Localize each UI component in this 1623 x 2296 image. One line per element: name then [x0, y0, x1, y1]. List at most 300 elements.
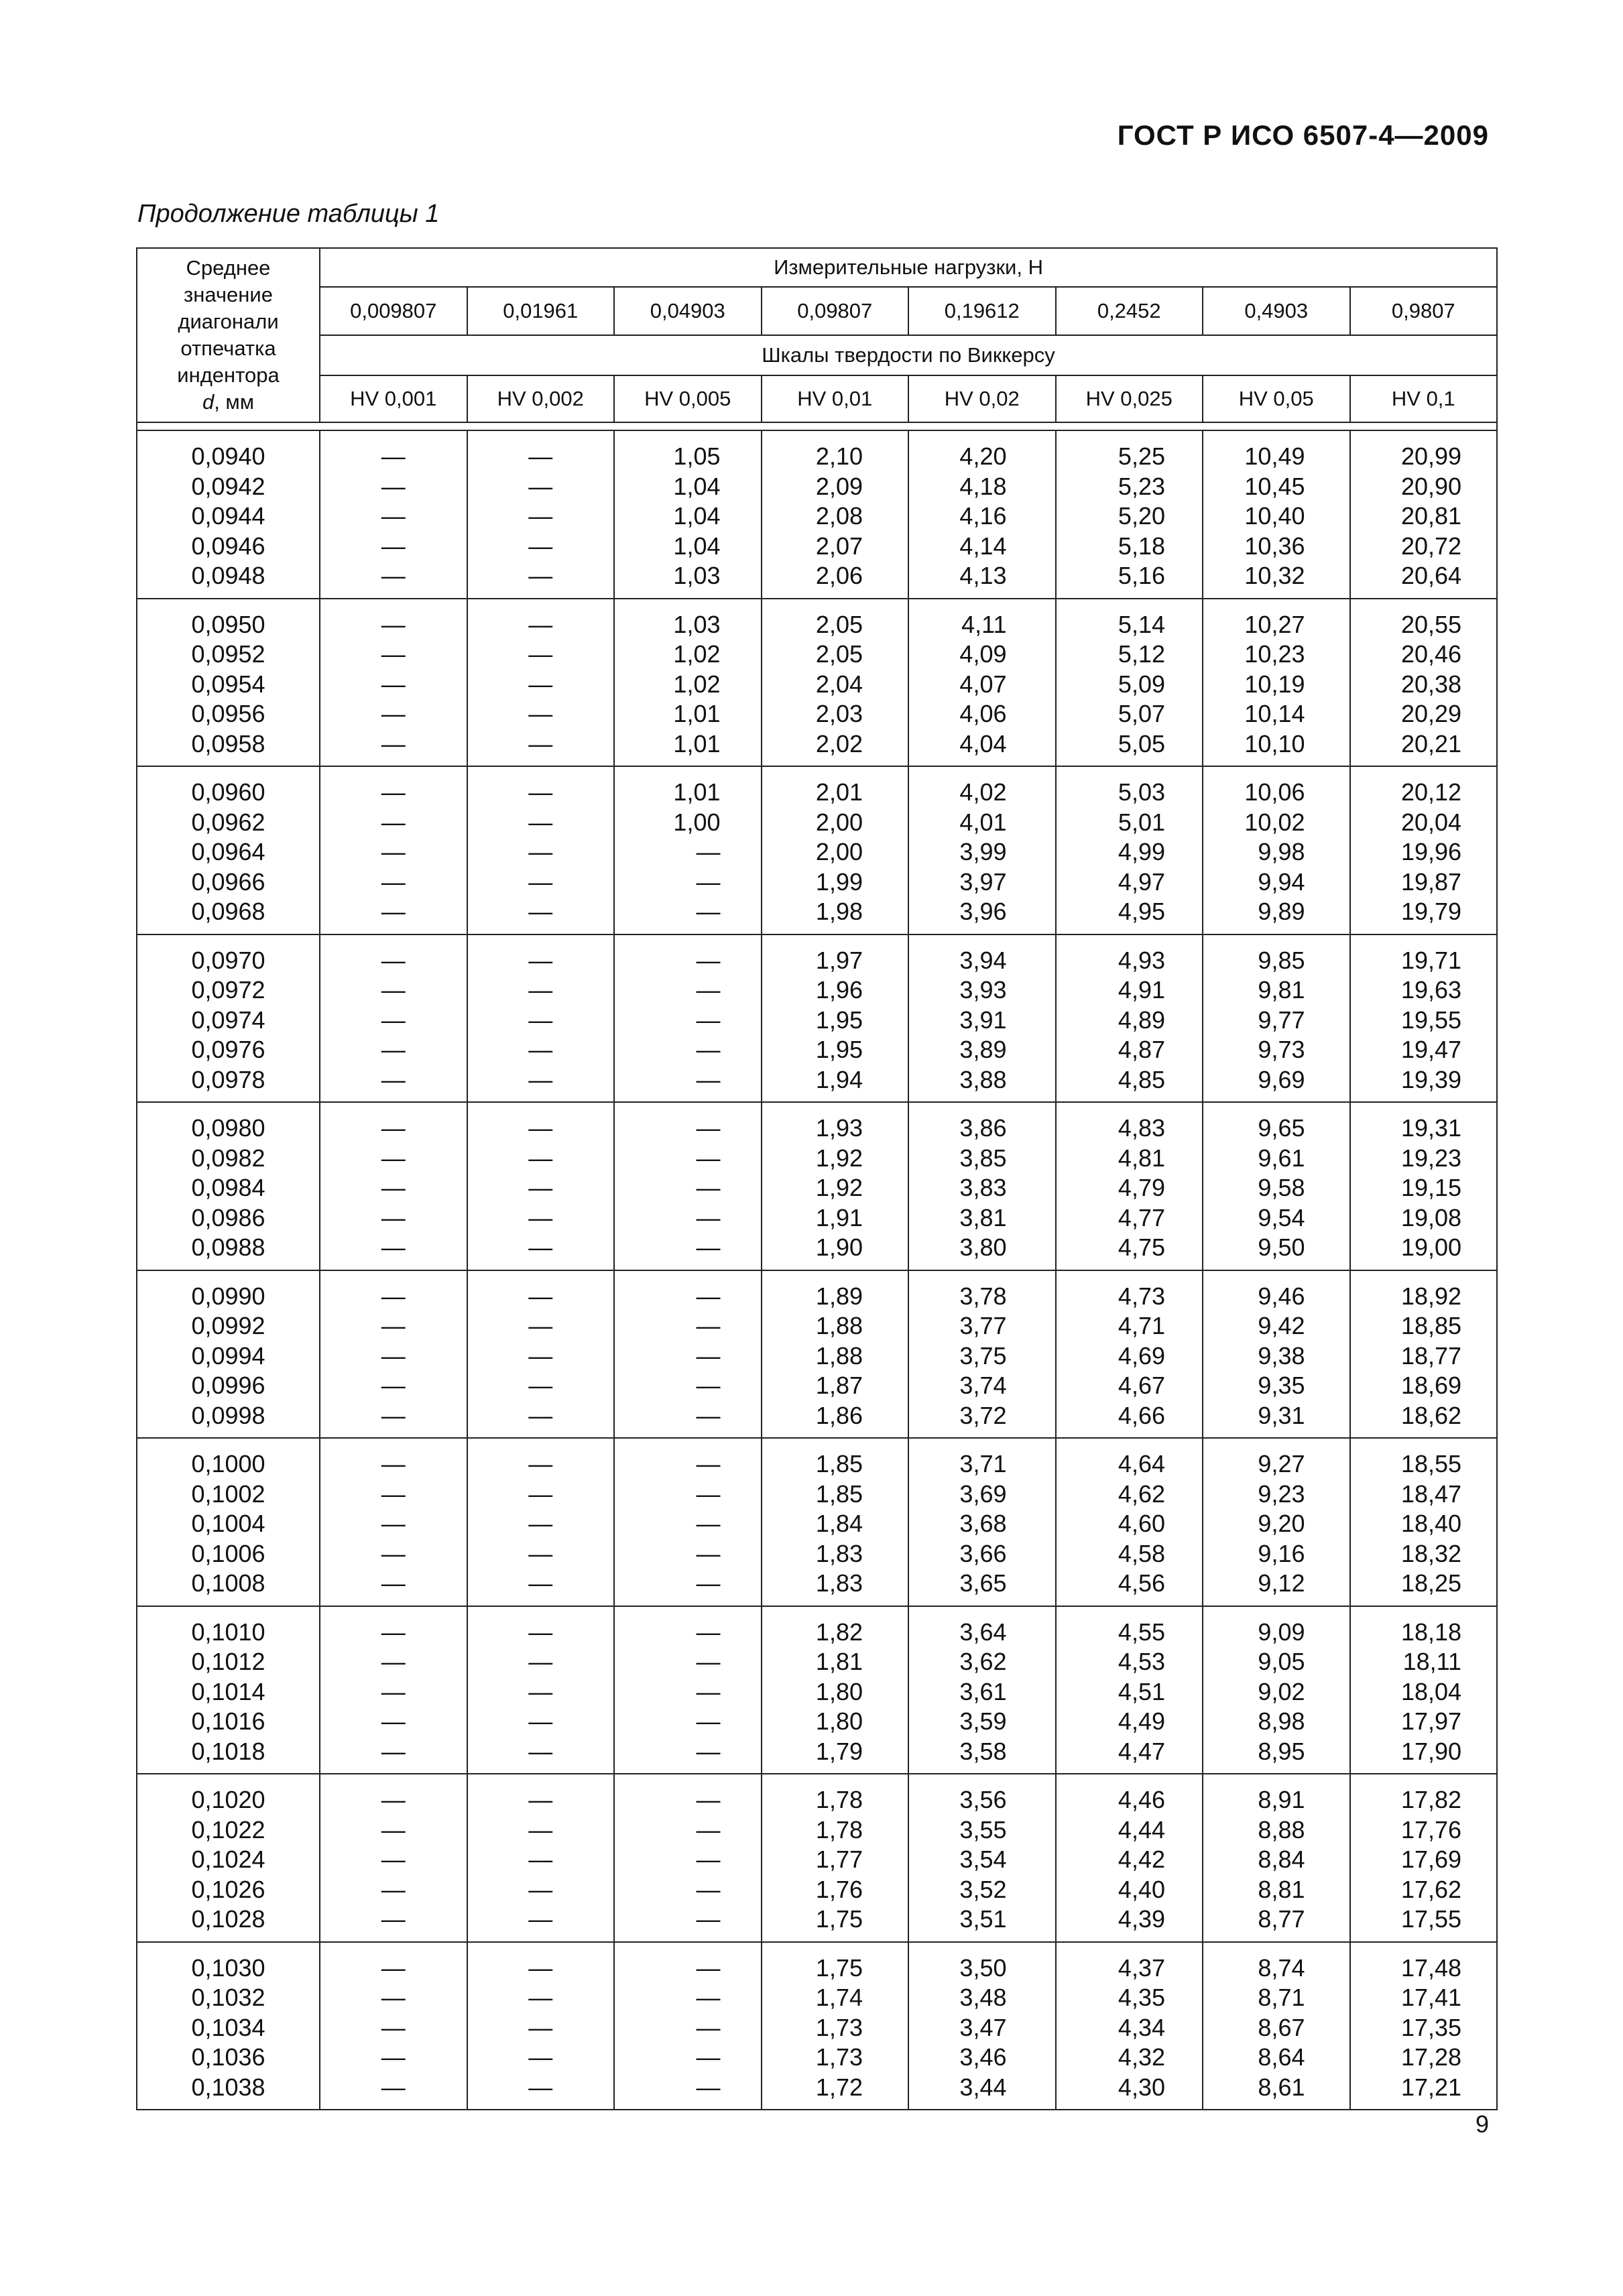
hardness-value: 20,55 [1400, 610, 1462, 638]
hardness-cell [614, 1438, 762, 1606]
hardness-value: — [696, 1707, 721, 1735]
table-header [137, 248, 1497, 430]
hardness-value: — [381, 2073, 406, 2101]
hardness-value: 4,71 [1118, 1312, 1165, 1339]
hardness-value: 8,74 [1258, 1953, 1305, 1982]
hardness-value: 9,54 [1258, 1203, 1305, 1231]
hardness-value: 4,91 [1118, 976, 1165, 1004]
hardness-value: 3,97 [959, 867, 1007, 896]
hardness-cell [908, 1606, 1056, 1774]
hardness-value: — [696, 1401, 721, 1429]
hardness-cell [908, 1270, 1056, 1439]
hardness-value: 8,81 [1258, 1875, 1305, 1903]
hardness-value: 19,63 [1400, 976, 1462, 1004]
hardness-value: — [528, 1539, 553, 1567]
hardness-value: 5,05 [1118, 729, 1165, 758]
hardness-value: — [528, 1569, 553, 1597]
hardness-value: — [696, 838, 721, 865]
hardness-value: 9,46 [1258, 1282, 1305, 1310]
diagonal-value: 0,1010 [191, 1618, 265, 1646]
hardness-value: — [696, 1737, 721, 1765]
hardness-value: 9,98 [1258, 838, 1305, 865]
diagonal-cell [137, 766, 320, 934]
hardness-cell [762, 1774, 909, 1942]
diagonal-value: 0,1004 [191, 1510, 265, 1537]
hardness-value: 5,14 [1118, 610, 1165, 638]
hardness-value: 3,47 [959, 2013, 1007, 2041]
hardness-value: — [696, 2043, 721, 2071]
hardness-cell [320, 1102, 467, 1270]
hardness-value: — [528, 2043, 553, 2071]
hardness-value: — [696, 1953, 721, 1982]
hardness-value: 9,27 [1258, 1450, 1305, 1477]
row-group [137, 430, 1497, 599]
hardness-value: — [696, 946, 721, 974]
diagonal-value: 0,1016 [191, 1707, 265, 1735]
hardness-value: — [381, 1233, 406, 1261]
hardness-value: 9,94 [1258, 867, 1305, 896]
hardness-value: 19,31 [1400, 1114, 1462, 1142]
table-row-group [137, 1102, 1497, 1270]
diagonal-value: 0,1032 [191, 1984, 265, 2011]
hardness-value: 4,58 [1118, 1539, 1165, 1567]
hardness-value: — [528, 670, 553, 698]
hardness-value: — [381, 808, 406, 836]
hardness-value: — [696, 1618, 721, 1646]
hardness-value: — [696, 1144, 721, 1172]
scale-header: HV 0,002 [467, 375, 615, 422]
hardness-value: 3,64 [959, 1618, 1007, 1646]
diagonal-value: 0,0984 [191, 1174, 265, 1201]
hardness-value: 4,99 [1118, 838, 1165, 865]
diagonal-value: 0,1028 [191, 1905, 265, 1933]
hardness-value: 3,46 [959, 2043, 1007, 2071]
diagonal-value: 0,0940 [191, 442, 265, 470]
hardness-value: 1,04 [673, 472, 721, 500]
hardness-value: 1,72 [815, 2073, 863, 2101]
hardness-value: 19,71 [1400, 946, 1462, 974]
hardness-cell [1350, 934, 1498, 1103]
hardness-value: 19,87 [1400, 867, 1462, 896]
row-group [137, 1102, 1497, 1270]
hardness-value: 3,68 [959, 1510, 1007, 1537]
diagonal-value: 0,0970 [191, 946, 265, 974]
hardness-value: 3,85 [959, 1144, 1007, 1172]
hardness-value: 2,05 [815, 610, 863, 638]
hardness-cell [467, 766, 615, 934]
hardness-value: — [381, 1984, 406, 2011]
row-group [137, 766, 1497, 934]
hardness-value: — [528, 1372, 553, 1399]
hardness-value: 1,99 [815, 867, 863, 896]
hardness-value: — [528, 1737, 553, 1765]
hardness-value: — [528, 472, 553, 500]
diagonal-value: 0,0986 [191, 1203, 265, 1231]
hardness-value: 1,92 [815, 1174, 863, 1201]
hardness-value: 9,35 [1258, 1372, 1305, 1399]
hardness-value: 17,21 [1400, 2073, 1462, 2101]
hardness-value: 2,01 [815, 778, 863, 806]
load-header: 0,4903 [1203, 287, 1350, 335]
hardness-value: — [528, 1479, 553, 1508]
table-row-group [137, 1270, 1497, 1439]
hardness-cell [320, 599, 467, 767]
hardness-cell [467, 1606, 615, 1774]
hardness-value: — [381, 1341, 406, 1370]
hardness-cell [320, 1774, 467, 1942]
hardness-value: 18,32 [1400, 1539, 1462, 1567]
hardness-value: 4,93 [1118, 946, 1165, 974]
hardness-value: 4,69 [1118, 1341, 1165, 1370]
hardness-value: — [381, 1618, 406, 1646]
hardness-cell [1056, 934, 1203, 1103]
hardness-value: — [381, 898, 406, 925]
hardness-value: 17,35 [1400, 2013, 1462, 2041]
hardness-value: 3,58 [959, 1737, 1007, 1765]
hardness-value: 1,02 [673, 670, 721, 698]
hardness-value: 4,37 [1118, 1953, 1165, 1982]
hardness-value: 3,66 [959, 1539, 1007, 1567]
hardness-value: 8,71 [1258, 1984, 1305, 2011]
hardness-value: 1,86 [815, 1401, 863, 1429]
hardness-value: 1,87 [815, 1372, 863, 1399]
hardness-value: 1,80 [815, 1677, 863, 1705]
hardness-value: 1,76 [815, 1875, 863, 1903]
hardness-value: — [381, 838, 406, 865]
hardness-cell [1056, 1942, 1203, 2110]
hardness-value: — [381, 1006, 406, 1034]
page-number: 9 [1475, 2110, 1489, 2138]
hardness-cell [614, 1606, 762, 1774]
hardness-value: — [381, 1203, 406, 1231]
hardness-value: — [528, 946, 553, 974]
hardness-value: — [528, 442, 553, 470]
row-group [137, 1606, 1497, 1774]
hardness-value: 18,25 [1400, 1569, 1462, 1597]
hardness-value: — [381, 1312, 406, 1339]
diagonal-value: 0,0950 [191, 610, 265, 638]
hardness-value: 10,32 [1244, 562, 1305, 589]
hardness-value: 17,97 [1400, 1707, 1462, 1735]
scale-header: HV 0,05 [1203, 375, 1350, 422]
hardness-value: 3,83 [959, 1174, 1007, 1201]
hardness-value: 4,06 [959, 700, 1007, 727]
hardness-value: 3,81 [959, 1203, 1007, 1231]
hardness-value: 20,81 [1400, 502, 1462, 530]
hardness-cell [1056, 1438, 1203, 1606]
hardness-value: 1,01 [673, 729, 721, 758]
hardness-value: — [528, 1341, 553, 1370]
hardness-value: 4,07 [959, 670, 1007, 698]
hardness-value: 1,04 [673, 532, 721, 560]
diagonal-value: 0,0942 [191, 472, 265, 500]
hardness-value: — [528, 1815, 553, 1844]
diagonal-cell [137, 1606, 320, 1774]
hardness-value: — [696, 1815, 721, 1844]
hardness-value: 17,90 [1400, 1737, 1462, 1765]
hardness-value: 2,00 [815, 838, 863, 865]
hardness-cell [1350, 1774, 1498, 1942]
hardness-value: — [528, 1006, 553, 1034]
hardness-value: 8,61 [1258, 2073, 1305, 2101]
hardness-cell [1056, 430, 1203, 599]
hardness-value: 10,06 [1244, 778, 1305, 806]
hardness-value: 1,83 [815, 1569, 863, 1597]
hardness-value: 19,08 [1400, 1203, 1462, 1231]
hardness-value: 8,67 [1258, 2013, 1305, 2041]
hardness-value: 4,18 [959, 472, 1007, 500]
hardness-value: 4,01 [959, 808, 1007, 836]
hardness-value: 1,92 [815, 1144, 863, 1172]
hardness-value: 4,89 [1118, 1006, 1165, 1034]
hardness-value: 19,96 [1400, 838, 1462, 865]
hardness-value: — [528, 1401, 553, 1429]
hardness-value: 1,78 [815, 1815, 863, 1844]
table-row-group [137, 934, 1497, 1103]
hardness-value: — [696, 1006, 721, 1034]
hardness-value: — [381, 867, 406, 896]
hardness-value: 8,64 [1258, 2043, 1305, 2071]
hardness-value: — [696, 1312, 721, 1339]
hardness-value: 19,00 [1400, 1233, 1462, 1261]
hardness-value: — [381, 1510, 406, 1537]
hardness-value: 3,96 [959, 898, 1007, 925]
diagonal-value: 0,0980 [191, 1114, 265, 1142]
hardness-cell [1203, 1102, 1350, 1270]
hardness-value: 9,09 [1258, 1618, 1305, 1646]
hardness-value: — [381, 1401, 406, 1429]
hardness-value: — [528, 1114, 553, 1142]
hardness-value: — [696, 1786, 721, 1813]
hardness-value: 4,16 [959, 502, 1007, 530]
load-header: 0,009807 [320, 287, 467, 335]
hardness-value: 9,77 [1258, 1006, 1305, 1034]
hardness-value: 3,59 [959, 1707, 1007, 1735]
hardness-value: — [528, 532, 553, 560]
hardness-value: 4,87 [1118, 1036, 1165, 1063]
hardness-value: — [528, 1233, 553, 1261]
hardness-value: 17,41 [1400, 1984, 1462, 2011]
hardness-value: 10,27 [1244, 610, 1305, 638]
diagonal-value: 0,0948 [191, 562, 265, 589]
hardness-cell [762, 1438, 909, 1606]
hardness-cell [614, 430, 762, 599]
hardness-cell [320, 934, 467, 1103]
diagonal-value: 0,0954 [191, 670, 265, 698]
hardness-value: 4,64 [1118, 1450, 1165, 1477]
hardness-value: 3,86 [959, 1114, 1007, 1142]
hardness-value: — [528, 1953, 553, 1982]
hardness-value: 5,25 [1118, 442, 1165, 470]
hardness-value: 3,78 [959, 1282, 1007, 1310]
diagonal-value: 0,0990 [191, 1282, 265, 1310]
hardness-cell [1350, 766, 1498, 934]
hardness-cell [1203, 1606, 1350, 1774]
diagonal-column-header [137, 248, 320, 422]
hardness-value: — [696, 1846, 721, 1873]
hardness-value: — [381, 700, 406, 727]
diagonal-value: 0,1002 [191, 1479, 265, 1508]
scale-header: HV 0,01 [762, 375, 909, 422]
hardness-value: 4,34 [1118, 2013, 1165, 2041]
hardness-value: 1,01 [673, 778, 721, 806]
hardness-value: 20,46 [1400, 640, 1462, 668]
hardness-value: — [528, 1648, 553, 1675]
hardness-value: 9,65 [1258, 1114, 1305, 1142]
hardness-value: 1,82 [815, 1618, 863, 1646]
hardness-value: — [528, 1707, 553, 1735]
hardness-cell [467, 599, 615, 767]
hardness-value: 4,13 [959, 562, 1007, 589]
hardness-cell [1350, 430, 1498, 599]
diagonal-cell [137, 1102, 320, 1270]
hardness-cell [320, 1606, 467, 1774]
hardness-cell [1350, 1270, 1498, 1439]
hardness-value: 3,51 [959, 1905, 1007, 1933]
hardness-cell [762, 934, 909, 1103]
diagonal-value: 0,0996 [191, 1372, 265, 1399]
hardness-value: 5,07 [1118, 700, 1165, 727]
hardness-value: — [696, 1648, 721, 1675]
hardness-value: 20,21 [1400, 729, 1462, 758]
hardness-cell [1056, 599, 1203, 767]
hardness-value: 17,76 [1400, 1815, 1462, 1844]
hardness-value: — [528, 867, 553, 896]
hardness-cell [614, 766, 762, 934]
hardness-value: 9,02 [1258, 1677, 1305, 1705]
table-row-group [137, 766, 1497, 934]
hardness-value: — [528, 1510, 553, 1537]
hardness-value: — [528, 1786, 553, 1813]
diagonal-value: 0,0958 [191, 729, 265, 758]
diagonal-value: 0,0982 [191, 1144, 265, 1172]
hardness-cell [908, 1774, 1056, 1942]
hardness-value: — [696, 1233, 721, 1261]
hardness-value: 5,12 [1118, 640, 1165, 668]
hardness-value: 4,11 [961, 610, 1007, 638]
hardness-value: — [696, 1203, 721, 1231]
hardness-value: 18,18 [1400, 1618, 1462, 1646]
hardness-value: 8,91 [1258, 1786, 1305, 1813]
hardness-value: 2,05 [815, 640, 863, 668]
hardness-value: — [528, 1846, 553, 1873]
hardness-value: 9,85 [1258, 946, 1305, 974]
hardness-value: — [696, 1510, 721, 1537]
hardness-value: — [381, 1875, 406, 1903]
hardness-cell [320, 1270, 467, 1439]
diagonal-value: 0,1000 [191, 1450, 265, 1477]
hardness-value: 20,90 [1400, 472, 1462, 500]
diagonal-cell [137, 430, 320, 599]
hardness-value: 3,89 [959, 1036, 1007, 1063]
table-row-group [137, 1942, 1497, 2110]
hardness-value: 3,44 [959, 2073, 1007, 2101]
hardness-value: 3,77 [959, 1312, 1007, 1339]
hardness-value: 1,01 [673, 700, 721, 727]
hardness-value: 4,73 [1118, 1282, 1165, 1310]
hardness-cell [1350, 1438, 1498, 1606]
hardness-value: — [381, 1479, 406, 1508]
hardness-value: 5,01 [1118, 808, 1165, 836]
diagonal-cell [137, 599, 320, 767]
hardness-value: 5,03 [1118, 778, 1165, 806]
diagonal-cell [137, 1438, 320, 1606]
hardness-value: 4,62 [1118, 1479, 1165, 1508]
hardness-value: 3,74 [959, 1372, 1007, 1399]
hardness-value: 19,55 [1400, 1006, 1462, 1034]
hardness-value: — [381, 1450, 406, 1477]
hardness-cell [762, 1102, 909, 1270]
hardness-value: 2,08 [815, 502, 863, 530]
hardness-value: — [381, 1372, 406, 1399]
hardness-value: — [381, 670, 406, 698]
hardness-cell [467, 1270, 615, 1439]
hardness-cell [467, 1102, 615, 1270]
hardness-value: 1,75 [815, 1953, 863, 1982]
hardness-value: — [696, 1450, 721, 1477]
hardness-value: 20,04 [1400, 808, 1462, 836]
hardness-value: — [696, 1174, 721, 1201]
hardness-cell [762, 1270, 909, 1439]
hardness-value: — [381, 2013, 406, 2041]
hardness-value: — [381, 1114, 406, 1142]
hardness-value: 1,85 [815, 1450, 863, 1477]
hardness-value: 4,02 [959, 778, 1007, 806]
load-header: 0,2452 [1056, 287, 1203, 335]
hardness-cell [320, 430, 467, 599]
hardness-cell [1056, 1774, 1203, 1942]
hardness-value: 9,89 [1258, 898, 1305, 925]
hardness-cell [614, 934, 762, 1103]
hardness-value: 18,47 [1400, 1479, 1462, 1508]
hardness-value: 3,61 [959, 1677, 1007, 1705]
diagonal-symbol: d [202, 390, 215, 414]
hardness-value: 1,78 [815, 1786, 863, 1813]
corner-line: индентора [177, 363, 280, 387]
hardness-cell [320, 1942, 467, 2110]
hardness-value: — [381, 610, 406, 638]
hardness-value: 2,09 [815, 472, 863, 500]
hardness-cell [908, 430, 1056, 599]
corner-line: диагонали [178, 310, 279, 333]
hardness-cell [614, 1102, 762, 1270]
row-group [137, 1942, 1497, 2110]
hardness-cell [614, 1774, 762, 1942]
scales-title: Шкалы твердости по Виккерсу [320, 335, 1497, 375]
hardness-cell [1203, 1774, 1350, 1942]
hardness-value: 1,95 [815, 1006, 863, 1034]
row-group [137, 599, 1497, 767]
hardness-value: — [528, 1984, 553, 2011]
hardness-value: 8,77 [1258, 1905, 1305, 1933]
hardness-value: 4,75 [1118, 1233, 1165, 1261]
hardness-value: 9,50 [1258, 1233, 1305, 1261]
hardness-value: — [696, 1341, 721, 1370]
hardness-value: 20,38 [1400, 670, 1462, 698]
hardness-value: 1,02 [673, 640, 721, 668]
diagonal-value: 0,0962 [191, 808, 265, 836]
hardness-value: — [528, 898, 553, 925]
hardness-value: — [381, 472, 406, 500]
hardness-value: 4,83 [1118, 1114, 1165, 1142]
corner-unit [137, 389, 319, 416]
hardness-value: — [381, 976, 406, 1004]
hardness-value: — [381, 1953, 406, 1982]
hardness-value: — [381, 1677, 406, 1705]
hardness-value: — [528, 700, 553, 727]
diagonal-cell [137, 1270, 320, 1439]
hardness-value: 10,10 [1244, 729, 1305, 758]
